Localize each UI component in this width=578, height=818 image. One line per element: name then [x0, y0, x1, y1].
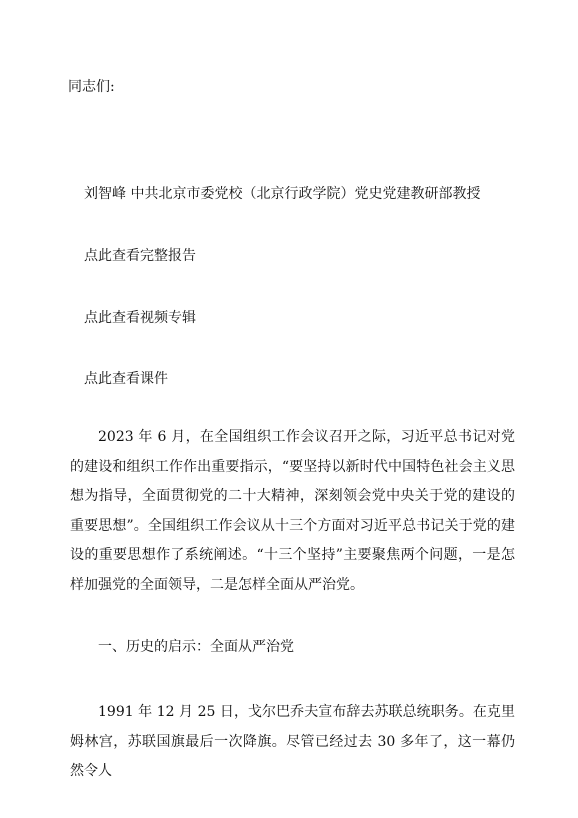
section-heading: 一、历史的启示：全面从严治党 — [98, 639, 294, 655]
link-courseware-label[interactable]: 点此查看课件 — [84, 371, 168, 387]
greeting: 同志们: — [68, 79, 115, 95]
paragraph-intro: 2023 年 6 月，在全国组织工作会议召开之际，习近平总书记对党的建设和组织工作作出重要指示，“要坚持以新时代中国特色社会主义思想为指导，全面贯彻党的二十大精神，深刻领会党中央关于党的建设的重要思想”。全国组织工作会议从十三个方面对习近平总书记关于党的建设的重要思想作了系统阐述。“十三个坚持”主要聚焦两个问题，一是怎样加强党的全面领导，二是怎样全面从严治党。 — [70, 429, 515, 593]
link-courseware[interactable] — [84, 369, 168, 389]
author-line: 刘智峰 中共北京市委党校（北京行政学院）党史党建教研部教授 — [84, 186, 481, 202]
link-video-album-label[interactable]: 点此查看视频专辑 — [84, 310, 196, 326]
link-full-report-label[interactable]: 点此查看完整报告 — [84, 248, 196, 264]
link-full-report[interactable] — [84, 246, 196, 266]
paragraph-history: 1991 年 12 月 25 日，戈尔巴乔夫宣布辞去苏联总统职务。在克里姆林宫，苏联国旗最后一次降旗。尽管已经过去 30 多年了，这一幕仍然令人 — [70, 704, 515, 779]
link-video-album[interactable] — [84, 308, 196, 328]
